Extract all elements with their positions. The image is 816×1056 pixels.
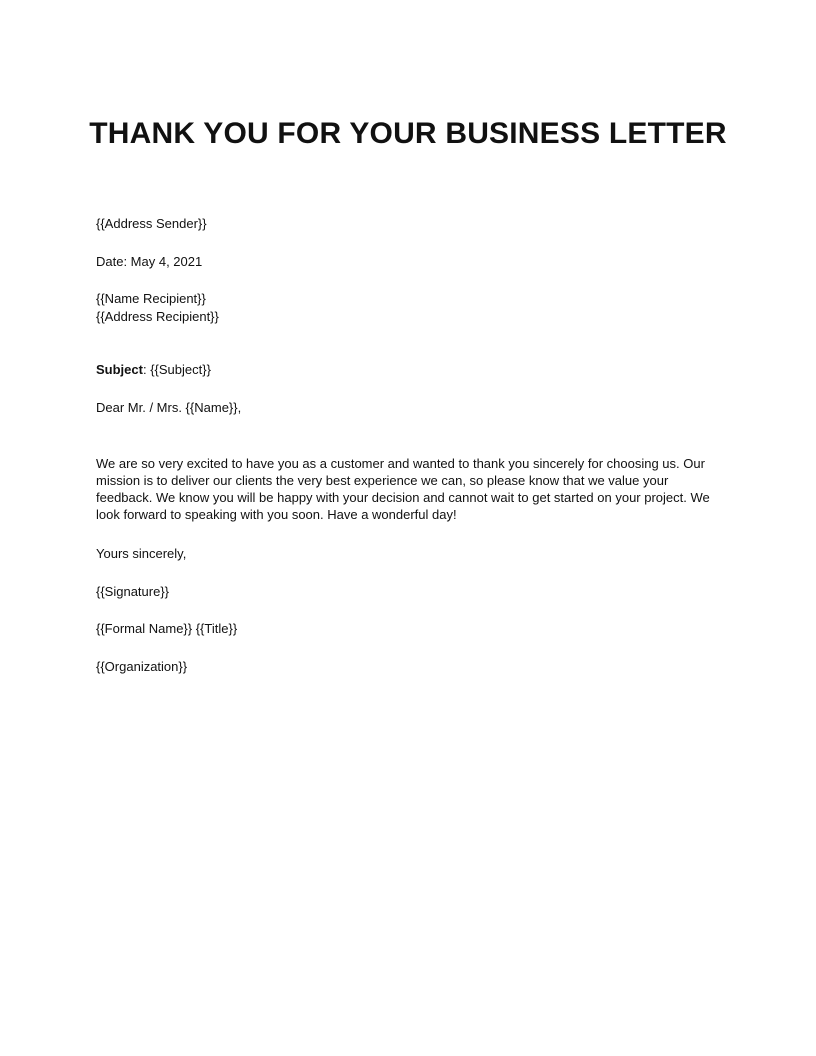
subject-line [96,361,211,378]
signature-placeholder: {{Signature}} [96,584,170,599]
organization: {{Organization}} [96,659,188,674]
salutation: Dear Mr. / Mrs. {{Name}}, [96,400,242,415]
recipient-address: {{Address Recipient}} [96,309,219,324]
closing: Yours sincerely, [96,546,187,561]
subject-label: Subject [96,362,143,377]
recipient-name: {{Name Recipient}} [96,291,206,306]
sender-address: {{Address Sender}} [96,216,207,231]
body-paragraph: We are so very excited to have you as a customer and wanted to thank you sincerely for choosing us. Our mission is to deliver our clients the very best experience we can, so please know that we value your feedback. We know you will be happy with your decision and cannot wait to get started on your project. We look forward to speaking with you soon. Have a wonderful day! [96,456,710,522]
formal-name-title: {{Formal Name}} {{Title}} [96,621,238,636]
page-title: THANK YOU FOR YOUR BUSINESS LETTER [89,117,727,150]
letter-date: Date: May 4, 2021 [96,254,203,269]
subject-value: : {{Subject}} [142,362,211,377]
